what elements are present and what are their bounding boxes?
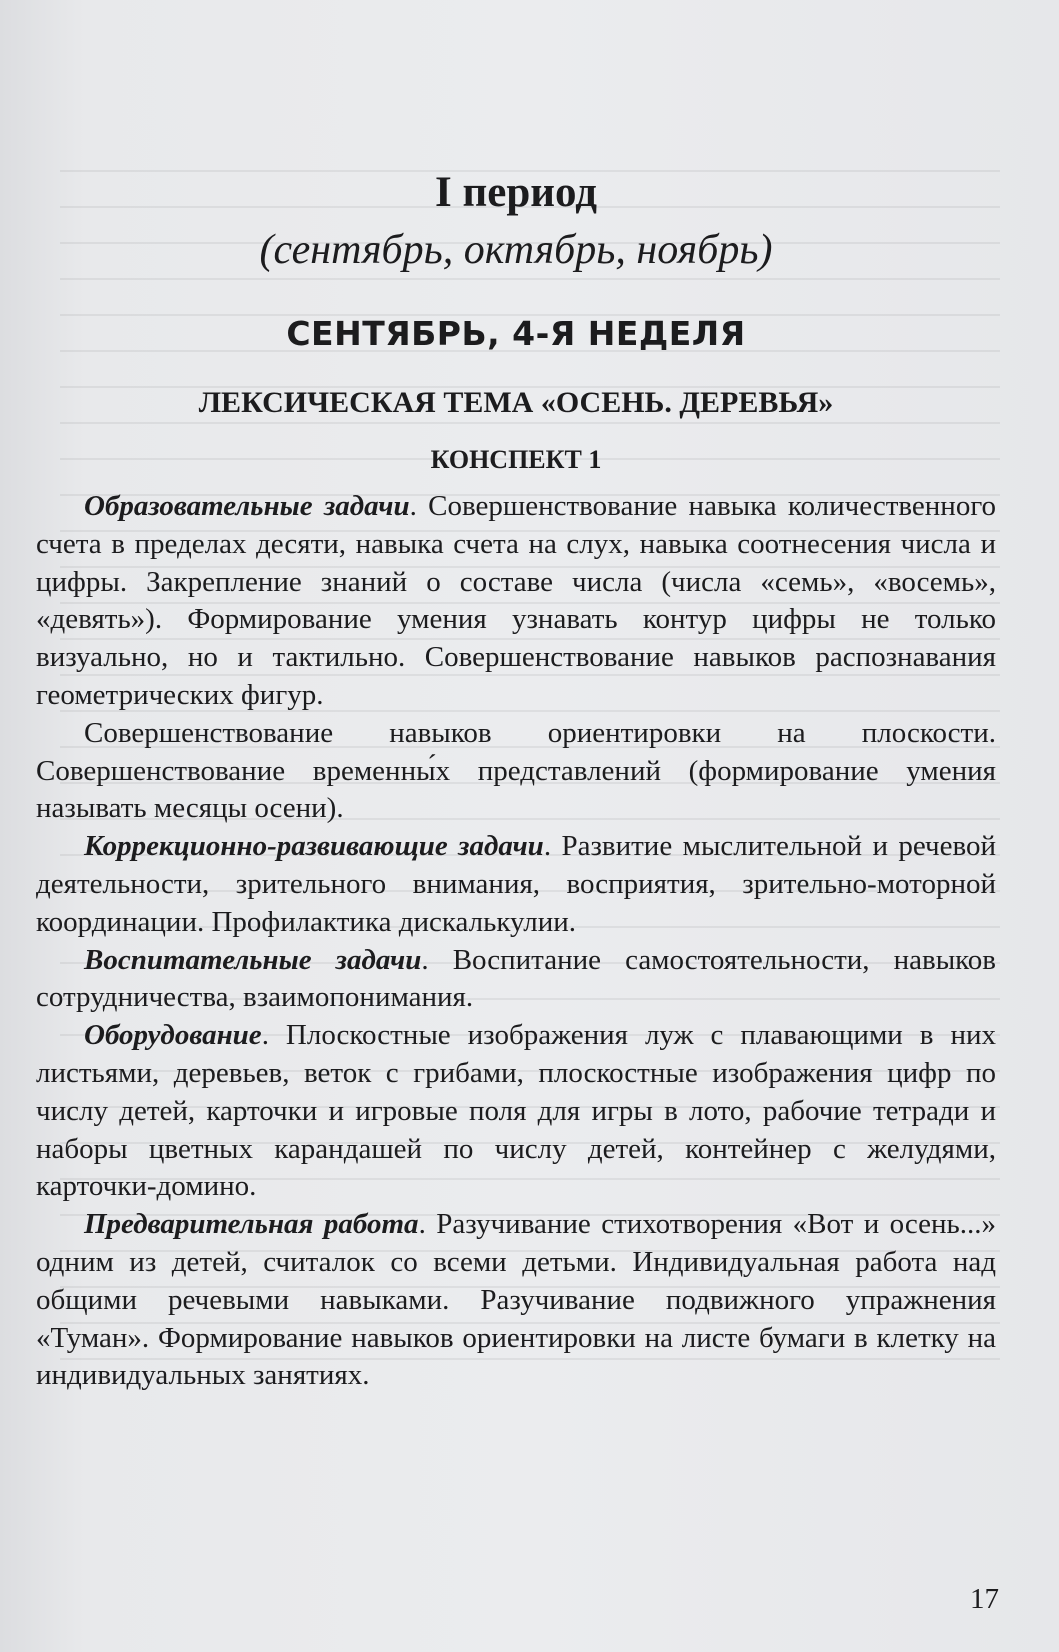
paragraph-educational-tasks bbox=[36, 488, 996, 715]
paragraph-upbringing-tasks bbox=[36, 942, 996, 1018]
paragraph-orientation bbox=[36, 715, 996, 828]
paragraph-text: . Разучивание стихотворения «Вот и осень...» одним из детей, считалок со всеми детьми. Индивидуальная работа над общими речевыми навыками. Разучивание подвижного упражнения «Туман». Формирование навыков ориентировки на листе бумаги в клетку на индивидуальных занятиях. bbox=[36, 1208, 996, 1392]
konspekt-heading: КОНСПЕКТ 1 bbox=[430, 445, 602, 474]
paragraph-lead: Оборудование bbox=[84, 1019, 262, 1052]
paragraph-text: . Воспитание самостоятельности, навыков сотрудничества, взаимопонимания. bbox=[36, 943, 996, 1014]
paragraph-text: . Совершенствование навыка количественного счета в пределах десяти, навыка счета на слух, навыка соотнесения числа и цифры. Закрепление знаний о составе числа (числа «семь», «восемь», «девять»). Формирование умения узнавать контур цифры не только визуально, но и тактильно. Совершенствование навыков распознавания геометрических фигур. bbox=[36, 490, 996, 711]
week-heading: СЕНТЯБРЬ, 4-Я НЕДЕЛЯ bbox=[286, 314, 746, 353]
paragraph-lead: Предварительная работа bbox=[84, 1208, 419, 1241]
period-months: (сентябрь, октябрь, ноябрь) bbox=[259, 227, 773, 273]
paragraph-lead: Воспитательные задачи bbox=[84, 943, 422, 976]
paragraph-preliminary-work bbox=[36, 1206, 996, 1395]
lexical-topic: ЛЕКСИЧЕСКАЯ ТЕМА «ОСЕНЬ. ДЕРЕВЬЯ» bbox=[198, 386, 834, 419]
paragraph-correction-tasks bbox=[36, 828, 996, 941]
paragraph-text: Совершенствование навыков ориентировки на плоскости. Совершенствование временны́х представлений (формирование умения называть месяцы осени). bbox=[36, 716, 996, 825]
paragraph-text: . Развитие мыслительной и речевой деятельности, зрительного внимания, восприятия, зрительно-моторной координации. Профилактика дискалькулии. bbox=[36, 830, 997, 938]
paragraph-lead: Образовательные задачи bbox=[84, 490, 410, 522]
body-text bbox=[36, 488, 996, 1395]
period-title: I период bbox=[434, 169, 598, 216]
paragraph-text: . Плоскостные изображения луж с плавающими в них листьями, деревьев, веток с грибами, плоскостные изображения цифр по числу детей, карточки и игровые поля для игры в лото, рабочие тетради и наборы цветных карандашей по числу детей, контейнер с желудями, карточки-домино. bbox=[36, 1019, 996, 1203]
page-number: 17 bbox=[970, 1583, 999, 1615]
paragraph-equipment bbox=[36, 1017, 996, 1206]
page-content bbox=[36, 168, 996, 1395]
paragraph-lead: Коррекционно-развивающие задачи bbox=[84, 830, 544, 863]
